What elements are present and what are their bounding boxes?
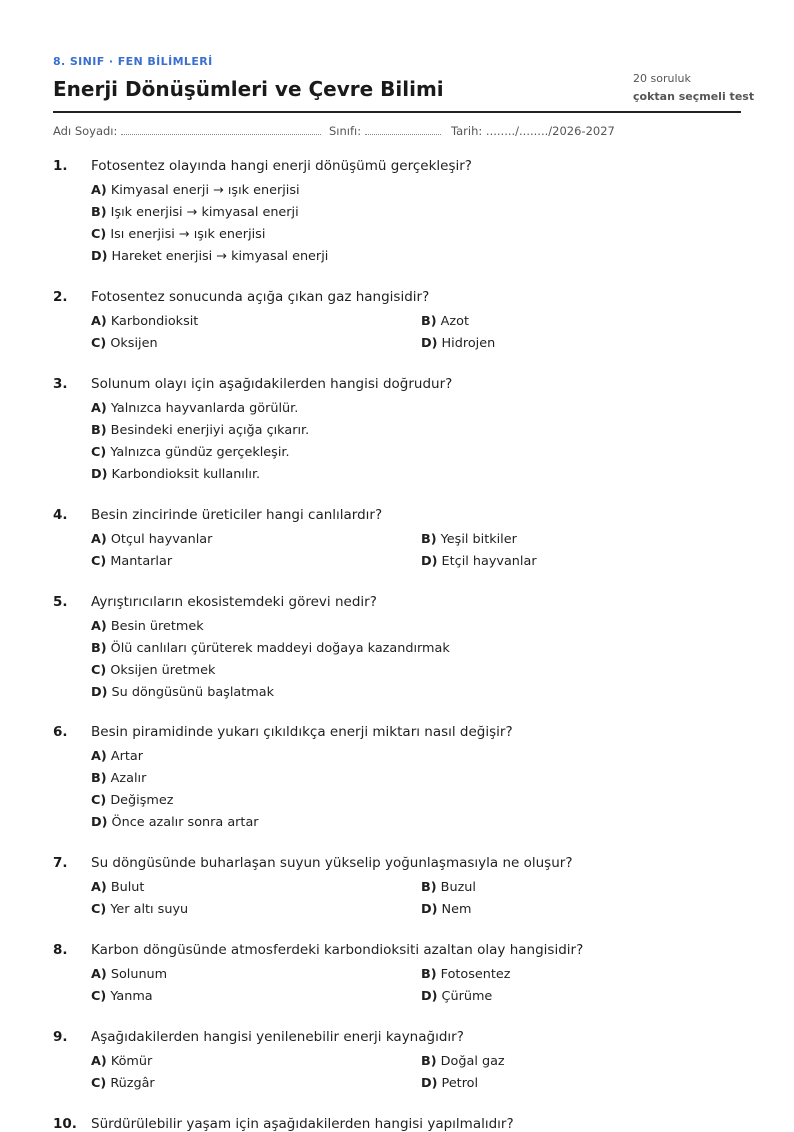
answer-option-a[interactable] (91, 183, 300, 198)
option-text: Isı enerjisi → ışık enerjisi (106, 227, 266, 242)
option-letter: C) (91, 445, 107, 460)
option-letter: C) (91, 554, 107, 569)
option-text: Oksijen (106, 336, 158, 351)
answer-option-d[interactable] (421, 554, 537, 569)
option-text: Mantarlar (106, 554, 173, 569)
option-text: Kimyasal enerji → ışık enerjisi (106, 183, 300, 198)
answer-option-a[interactable] (91, 1054, 152, 1069)
question-number: 6. (53, 724, 68, 740)
answer-option-c[interactable] (91, 663, 215, 678)
answer-option-a[interactable] (91, 749, 143, 764)
option-letter: A) (91, 532, 107, 547)
test-type: çoktan seçmeli test (633, 90, 755, 103)
answer-option-d[interactable] (421, 336, 495, 351)
name-blank[interactable] (121, 124, 321, 135)
answer-option-b[interactable] (421, 880, 476, 895)
option-letter: B) (421, 880, 437, 895)
student-info-row (53, 124, 741, 140)
question-text: Ayrıştırıcıların ekosistemdeki görevi nedir? (91, 594, 377, 610)
answer-option-b[interactable] (421, 532, 517, 547)
option-letter: C) (91, 1076, 107, 1091)
question-number: 7. (53, 855, 68, 871)
answer-option-d[interactable] (421, 902, 471, 917)
option-text: Besin üretmek (106, 619, 204, 634)
option-letter: D) (91, 685, 108, 700)
option-text: Hidrojen (437, 336, 496, 351)
answer-option-c[interactable] (91, 902, 188, 917)
class-field[interactable] (329, 124, 441, 138)
class-blank[interactable] (365, 124, 441, 135)
option-letter: D) (421, 336, 438, 351)
name-field[interactable] (53, 124, 321, 138)
question-text: Fotosentez sonucunda açığa çıkan gaz hangisidir? (91, 289, 430, 305)
option-letter: B) (421, 532, 437, 547)
option-letter: D) (421, 989, 438, 1004)
option-letter: B) (91, 641, 107, 656)
option-text: Azalır (106, 771, 147, 786)
option-text: Otçul hayvanlar (106, 532, 213, 547)
answer-option-d[interactable] (91, 685, 274, 700)
date-field[interactable]: Tarih: ......../......../2026-2027 (451, 124, 615, 138)
name-label: Adı Soyadı: (53, 124, 118, 138)
option-letter: B) (91, 423, 107, 438)
option-text: Yer altı suyu (106, 902, 189, 917)
question-number: 3. (53, 376, 68, 392)
answer-option-b[interactable] (91, 205, 299, 220)
option-letter: A) (91, 880, 107, 895)
option-letter: C) (91, 336, 107, 351)
question-count: 20 soruluk (633, 72, 691, 85)
answer-option-b[interactable] (421, 967, 511, 982)
option-letter: B) (421, 1054, 437, 1069)
option-letter: B) (91, 205, 107, 220)
answer-option-c[interactable] (91, 554, 172, 569)
option-text: Petrol (437, 1076, 479, 1091)
question-text: Besin piramidinde yukarı çıkıldıkça enerji miktarı nasıl değişir? (91, 724, 513, 740)
option-letter: B) (91, 771, 107, 786)
option-text: Doğal gaz (436, 1054, 505, 1069)
option-text: Değişmez (106, 793, 174, 808)
option-text: Solunum (106, 967, 168, 982)
question-number: 2. (53, 289, 68, 305)
option-text: Azot (436, 314, 469, 329)
question-text: Besin zincirinde üreticiler hangi canlılardır? (91, 507, 383, 523)
answer-option-a[interactable] (91, 401, 298, 416)
answer-option-c[interactable] (91, 336, 158, 351)
answer-option-c[interactable] (91, 989, 153, 1004)
question-number: 5. (53, 594, 68, 610)
answer-option-d[interactable] (91, 467, 260, 482)
answer-option-c[interactable] (91, 445, 290, 460)
answer-option-b[interactable] (91, 423, 309, 438)
question-number: 8. (53, 942, 68, 958)
option-letter: A) (91, 967, 107, 982)
question-text: Karbon döngüsünde atmosferdeki karbondioksiti azaltan olay hangisidir? (91, 942, 584, 958)
answer-option-a[interactable] (91, 532, 212, 547)
question-number: 1. (53, 158, 68, 174)
option-letter: B) (421, 967, 437, 982)
option-text: Karbondioksit (106, 314, 199, 329)
question-text: Su döngüsünde buharlaşan suyun yükselip yoğunlaşmasıyla ne oluşur? (91, 855, 573, 871)
answer-option-a[interactable] (91, 880, 144, 895)
option-text: Yalnızca hayvanlarda görülür. (106, 401, 299, 416)
option-letter: D) (91, 815, 108, 830)
answer-option-b[interactable] (91, 771, 146, 786)
option-letter: A) (91, 401, 107, 416)
class-label: Sınıfı: (329, 124, 362, 138)
option-text: Yalnızca gündüz gerçekleşir. (106, 445, 290, 460)
option-letter: C) (91, 663, 107, 678)
option-text: Nem (437, 902, 472, 917)
answer-option-d[interactable] (421, 1076, 478, 1091)
question-number: 10. (53, 1116, 77, 1132)
page-title: Enerji Dönüşümleri ve Çevre Bilimi (53, 77, 444, 101)
answer-option-b[interactable] (421, 1054, 505, 1069)
option-letter: D) (421, 902, 438, 917)
answer-option-d[interactable] (91, 815, 259, 830)
answer-option-c[interactable] (91, 793, 173, 808)
option-letter: C) (91, 227, 107, 242)
option-text: Su döngüsünü başlatmak (107, 685, 274, 700)
answer-option-b[interactable] (91, 641, 450, 656)
question-text: Fotosentez olayında hangi enerji dönüşümü gerçekleşir? (91, 158, 472, 174)
option-letter: A) (91, 1054, 107, 1069)
option-letter: B) (421, 314, 437, 329)
answer-option-c[interactable] (91, 227, 265, 242)
option-text: Rüzgâr (106, 1076, 155, 1091)
option-letter: D) (91, 467, 108, 482)
option-text: Besindeki enerjiyi açığa çıkarır. (106, 423, 310, 438)
question-number: 9. (53, 1029, 68, 1045)
option-text: Ölü canlıları çürüterek maddeyi doğaya kazandırmak (106, 641, 450, 656)
question-text: Aşağıdakilerden hangisi yenilenebilir enerji kaynağıdır? (91, 1029, 464, 1045)
option-letter: D) (421, 1076, 438, 1091)
option-text: Fotosentez (436, 967, 511, 982)
answer-option-a[interactable] (91, 967, 167, 982)
option-text: Önce azalır sonra artar (107, 815, 259, 830)
option-letter: A) (91, 749, 107, 764)
option-text: Işık enerjisi → kimyasal enerji (106, 205, 299, 220)
option-text: Buzul (436, 880, 476, 895)
option-text: Yeşil bitkiler (436, 532, 517, 547)
option-letter: C) (91, 989, 107, 1004)
option-text: Çürüme (437, 989, 493, 1004)
option-text: Bulut (106, 880, 145, 895)
option-letter: C) (91, 793, 107, 808)
question-text: Solunum olayı için aşağıdakilerden hangisi doğrudur? (91, 376, 453, 392)
grade-subject-label: 8. SINIF · FEN BİLİMLERİ (53, 55, 213, 68)
option-text: Hareket enerjisi → kimyasal enerji (107, 249, 329, 264)
option-letter: A) (91, 314, 107, 329)
answer-option-c[interactable] (91, 1076, 155, 1091)
option-letter: D) (421, 554, 438, 569)
option-letter: A) (91, 619, 107, 634)
question-text: Sürdürülebilir yaşam için aşağıdakilerden hangisi yapılmalıdır? (91, 1116, 514, 1132)
option-letter: D) (91, 249, 108, 264)
option-text: Oksijen üretmek (106, 663, 216, 678)
option-text: Karbondioksit kullanılır. (107, 467, 261, 482)
answer-option-b[interactable] (421, 314, 469, 329)
header-divider (53, 111, 741, 113)
answer-option-a[interactable] (91, 314, 198, 329)
option-text: Kömür (106, 1054, 153, 1069)
option-letter: A) (91, 183, 107, 198)
option-text: Yanma (106, 989, 153, 1004)
option-letter: C) (91, 902, 107, 917)
option-text: Artar (106, 749, 143, 764)
answer-option-a[interactable] (91, 619, 204, 634)
answer-option-d[interactable] (421, 989, 492, 1004)
question-number: 4. (53, 507, 68, 523)
option-text: Etçil hayvanlar (437, 554, 537, 569)
answer-option-d[interactable] (91, 249, 328, 264)
